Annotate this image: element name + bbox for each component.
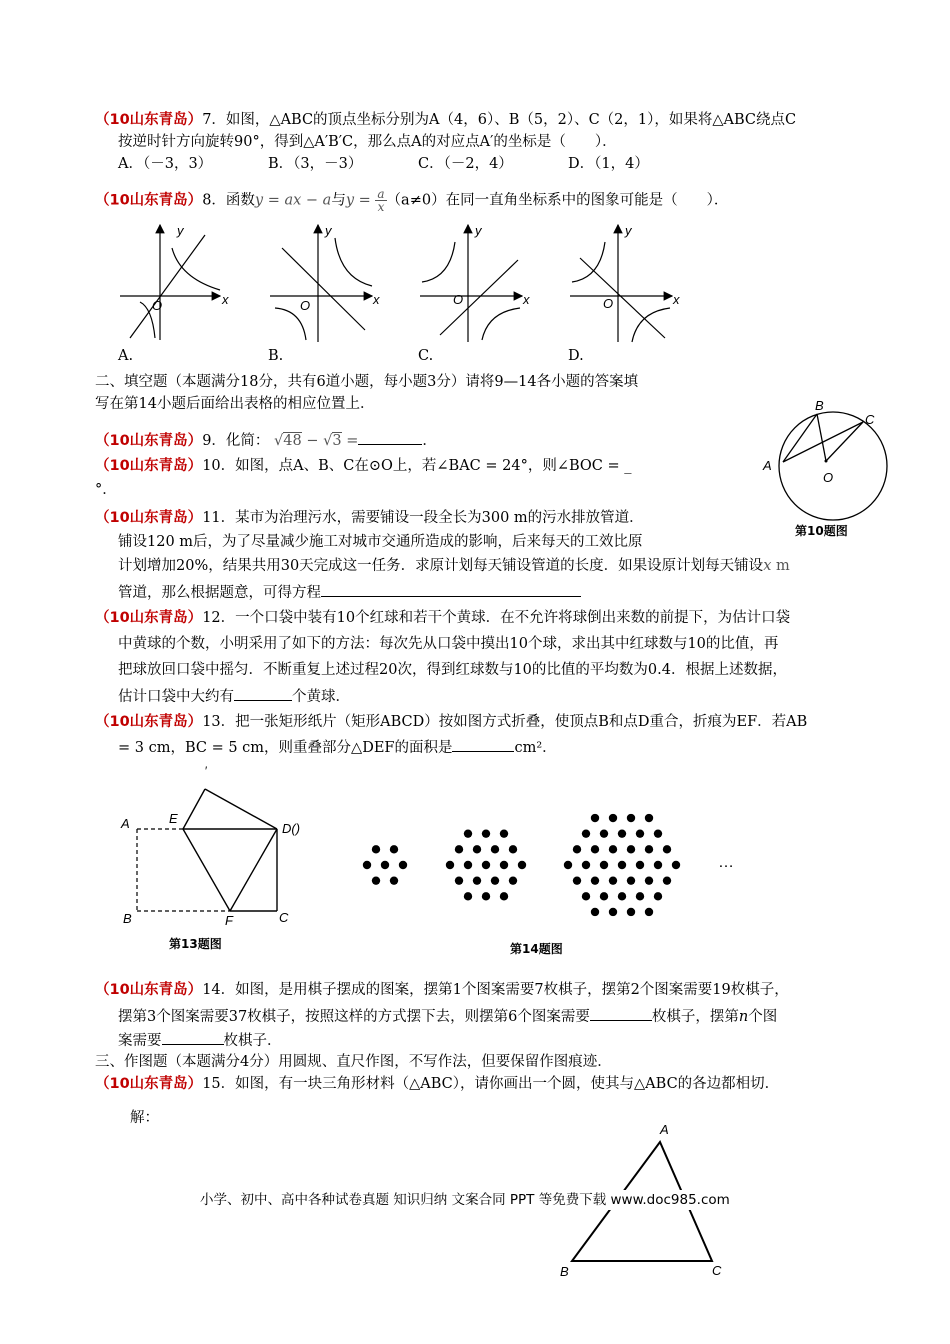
q9-line [95,430,437,451]
q14-stone [654,861,662,869]
q9-radicand-2: 3 [332,433,342,449]
q11-var-x: x [763,558,772,574]
q15-text: 15．如图，有一块三角形材料（△ABC），请你画出一个圆，使其与△ABC的各边都相切． [202,1076,780,1092]
q14-text1: 14．如图，是用棋子摆成的图案，摆第1个图案需要7枚棋子，摆第2个图案需要19枚棋子， [202,982,789,998]
q15-answer-label: 解： [130,1110,159,1126]
q8-graph-d [570,225,672,342]
q14-stone [390,876,398,884]
q14-stone [482,861,490,869]
q14-stone [672,861,680,869]
q14-stone [573,876,581,884]
q14-stone [473,876,481,884]
q14-stone [500,892,508,900]
q14-line3 [118,1030,282,1051]
q14-stone [591,814,599,822]
q9-answer-blank [358,430,422,445]
q7-source: （10山东青岛） [95,112,203,128]
q11-unit: m [775,558,790,574]
q12-line3: 把球放回口袋中摇匀．不断重复上述过程20次，得到红球数与10的比值的平均数为0.4．根据上述数据， [118,662,787,678]
q14-stone [636,892,644,900]
q14-caption: 第14题图 [510,942,563,956]
q12-text4a: 估计口袋中大约有 [118,689,234,705]
q8-formula2-lhs: y = [345,192,371,209]
q14-stone [600,829,608,837]
q14-stone [645,845,653,853]
q7-option-b: B．（3，－3） [268,156,363,172]
section3-heading: 三、作图题（本题满分4分）用圆规、直尺作图，不写作法，但要保留作图痕迹． [95,1054,612,1070]
section2-line2: 写在第14小题后面给出表格的相应位置上． [95,396,375,412]
q14-text2b: 枚棋子，摆第 [651,1009,739,1025]
q8-graphs [110,220,730,350]
q14-stone [636,829,644,837]
q14-line1 [95,980,789,1000]
q14-stone [663,845,671,853]
footer-text: 小学、初中、高中各种试卷真题 知识归纳 文案合同 PPT 等免费下载 www.doc985.com [200,1192,730,1208]
q12-text1: 12．一个口袋中装有10个红球和若干个黄球．在不允许将球倒出来数的前提下，为估计口袋 [202,610,791,626]
q11-line4 [118,582,581,603]
q10-text: 10．如图，点A、B、C在⊙O上，若∠BAC = 24°，则∠BOC = _ [202,458,632,474]
q14-stone [600,892,608,900]
q14-stone [464,892,472,900]
q9-source: （10山东青岛） [95,433,203,449]
q14-stone [509,845,517,853]
q14-stone [464,829,472,837]
q14-stone [509,876,517,884]
q13-answer-blank [452,737,514,752]
q14-stone [645,876,653,884]
q14-stone [500,861,508,869]
q7-option-c: C．（－2，4） [418,156,513,172]
q8-graph-c-y: y [475,223,482,238]
q8-option-d: D. [568,348,584,364]
section2-line1: 二、填空题（本题满分18分，共有6道小题，每小题3分）请将9—14各小题的答案填 [95,374,639,390]
q14-stone [591,845,599,853]
q14-blank-1 [590,1006,652,1021]
q13-label-e: E [169,811,178,826]
q14-stone [564,861,572,869]
q14-stone [636,861,644,869]
q14-stone [573,845,581,853]
q14-stone [455,845,463,853]
q10-label-a: A [763,458,772,473]
q14-stone [645,908,653,916]
q7-line2: 按逆时针方向旋转90°，得到△A′B′C，那么点A的对应点A′的坐标是（ ）． [118,134,617,150]
q11-answer-blank [321,582,581,597]
q13-label-b: B [123,911,132,926]
q14-stone [618,829,626,837]
q9-radical-1: √48 [274,433,302,449]
q14-var-n: n [738,1009,749,1025]
q9-end: ． [422,433,437,449]
q13-text1: 13．把一张矩形纸片（矩形ABCD）按如图方式折叠，使顶点B和点D重合，折痕为EF．若AB [202,714,808,730]
q8-graph-a-o: O [152,298,163,313]
q8-text-b: 与 [331,192,346,209]
q14-stone [464,861,472,869]
q10-source: （10山东青岛） [95,458,203,474]
q14-text3b: 枚棋子． [223,1033,282,1049]
q10-label-o: O [823,470,834,485]
q7-text1: 7．如图，△ABC的顶点坐标分别为A（4，6）、B（5，2）、C（2，1），如果将△ABC绕点C [202,112,797,128]
q14-line2 [118,1006,777,1027]
q14-stone [627,908,635,916]
q13-source: （10山东青岛） [95,714,203,730]
q8-formula2-num: a [377,187,385,201]
q14-text2c: 个图 [748,1009,778,1025]
q12-source: （10山东青岛） [95,610,203,626]
q11-source: （10山东青岛） [95,510,203,526]
q8-text-a: 8．函数 [202,192,255,209]
q13-label-f: F [225,913,233,928]
q11-line3 [118,556,790,576]
q10-figure [755,392,905,542]
q14-stone [473,845,481,853]
q9-text: 9．化简： [202,433,270,449]
q14-stone [482,892,490,900]
q14-stone [609,876,617,884]
q11-text3: 计划增加20%，结果共用30天完成这一任务．求原计划每天铺设管道的长度．如果设原计划每天铺设 [118,558,764,574]
q8-formula1: y = ax − a [254,192,332,209]
q7-line1 [95,110,796,130]
q14-stone [582,829,590,837]
q14-blank-2 [162,1030,224,1045]
q14-stone [491,845,499,853]
q14-stone [609,814,617,822]
q14-ellipsis: … [718,854,734,871]
q14-stone [627,814,635,822]
q13-label-d: D() [282,821,301,836]
q11-text1: 11．某市为治理污水，需要铺设一段全长为300 m的污水排放管道． [202,510,644,526]
q8-graph-d-x: x [673,292,680,307]
q8-graph-c-x: x [523,292,530,307]
q8-graph-b [270,225,372,342]
q10-label-c: C [865,412,875,427]
q9-minus: − [306,433,319,449]
q13-text2a: = 3 cm，BC = 5 cm，则重叠部分△DEF的面积是 [118,740,453,756]
q8-formula2-fraction [375,188,386,213]
q8-graph-d-o: O [603,296,614,311]
q13-figure [115,765,335,960]
q14-pattern-3 [564,814,680,916]
q8-graph-b-o: O [300,298,311,313]
q14-text2a: 摆第3个图案需要37枚棋子，按照这样的方式摆下去，则摆第6个图案需要 [118,1009,590,1025]
q8-formula2-den: x [377,200,385,214]
q14-stone [609,908,617,916]
q8-option-b: B. [268,348,284,364]
q14-stone [518,861,526,869]
q13-label-c: C [279,910,289,925]
q14-stone [609,845,617,853]
q14-stone [663,876,671,884]
q14-stone [618,892,626,900]
q14-text3a: 案需要 [118,1033,162,1049]
q11-text4: 管道，那么根据题意，可得方程 [118,585,321,601]
q14-stone [591,908,599,916]
q14-stone [372,845,380,853]
q8-graph-d-y: y [625,223,632,238]
q14-stone [582,892,590,900]
q12-text4b: 个黄球． [292,689,350,705]
q8-source: （10山东青岛） [95,192,203,209]
q10-line1 [95,456,632,476]
q14-stone [390,845,398,853]
q9-radical-2: √3 [323,433,342,449]
q8-graph-b-x: x [373,292,380,307]
q9-radicand-1: 48 [283,433,302,449]
q13-text2b: cm²． [514,740,557,756]
q10-label-b: B [815,398,824,413]
q14-stone [591,876,599,884]
q11-line1 [95,508,644,528]
q14-stone [654,892,662,900]
q14-stone [618,861,626,869]
q14-stone [600,861,608,869]
q13-line2 [118,737,557,758]
q14-stone [491,876,499,884]
q14-stone [455,876,463,884]
q7-option-a: A．（－3，3） [118,156,213,172]
q15-label-a: A [660,1122,669,1137]
q14-stone [363,861,371,869]
q8-graph-c-o: O [453,292,464,307]
q13-label-prime: ′ [205,765,208,778]
q8-option-a: A. [118,348,134,364]
q14-stone [582,861,590,869]
q8-option-c: C. [418,348,434,364]
q14-stone [627,845,635,853]
q8-graph-a [120,225,220,340]
q14-stone [500,829,508,837]
q14-stone [446,861,454,869]
q14-source: （10山东青岛） [95,982,203,998]
q14-stone [627,876,635,884]
q15-line [95,1074,779,1094]
q14-stone [381,861,389,869]
q8-graph-b-y: y [325,223,332,238]
q13-label-a: A [121,816,130,831]
q9-equals: = [346,433,359,449]
q12-line1 [95,608,790,628]
q14-figure [350,795,760,965]
q8-graph-a-y: y [177,223,184,238]
q14-stone [372,876,380,884]
q14-pattern-2 [446,829,526,900]
q12-line2: 中黄球的个数，小明采用了如下的方法：每次先从口袋中摸出10个球，求出其中红球数与10的比值，再 [118,636,779,652]
q14-pattern-1 [363,845,407,885]
q14-stone [482,829,490,837]
q15-label-b: B [560,1264,569,1279]
q10-caption: 第10题图 [795,524,848,538]
q14-stone [654,829,662,837]
q14-stone [399,861,407,869]
q13-line1 [95,712,807,732]
q12-line4 [118,686,350,707]
q12-answer-blank [234,686,292,701]
q7-option-d: D．（1，4） [568,156,649,172]
q13-caption: 第13题图 [169,937,222,951]
q11-line2: 铺设120 m后，为了尽量减少施工对城市交通所造成的影响，后来每天的工效比原 [118,534,643,550]
q8-graph-c [420,225,522,342]
q10-line2: °． [95,482,117,498]
q8-line [95,188,728,213]
q15-label-c: C [712,1263,722,1278]
q8-graph-a-x: x [222,292,229,307]
q8-text-c: （a≠0）在同一直角坐标系中的图象可能是（ ）． [386,192,729,209]
q14-stone [645,814,653,822]
q15-source: （10山东青岛） [95,1076,203,1092]
